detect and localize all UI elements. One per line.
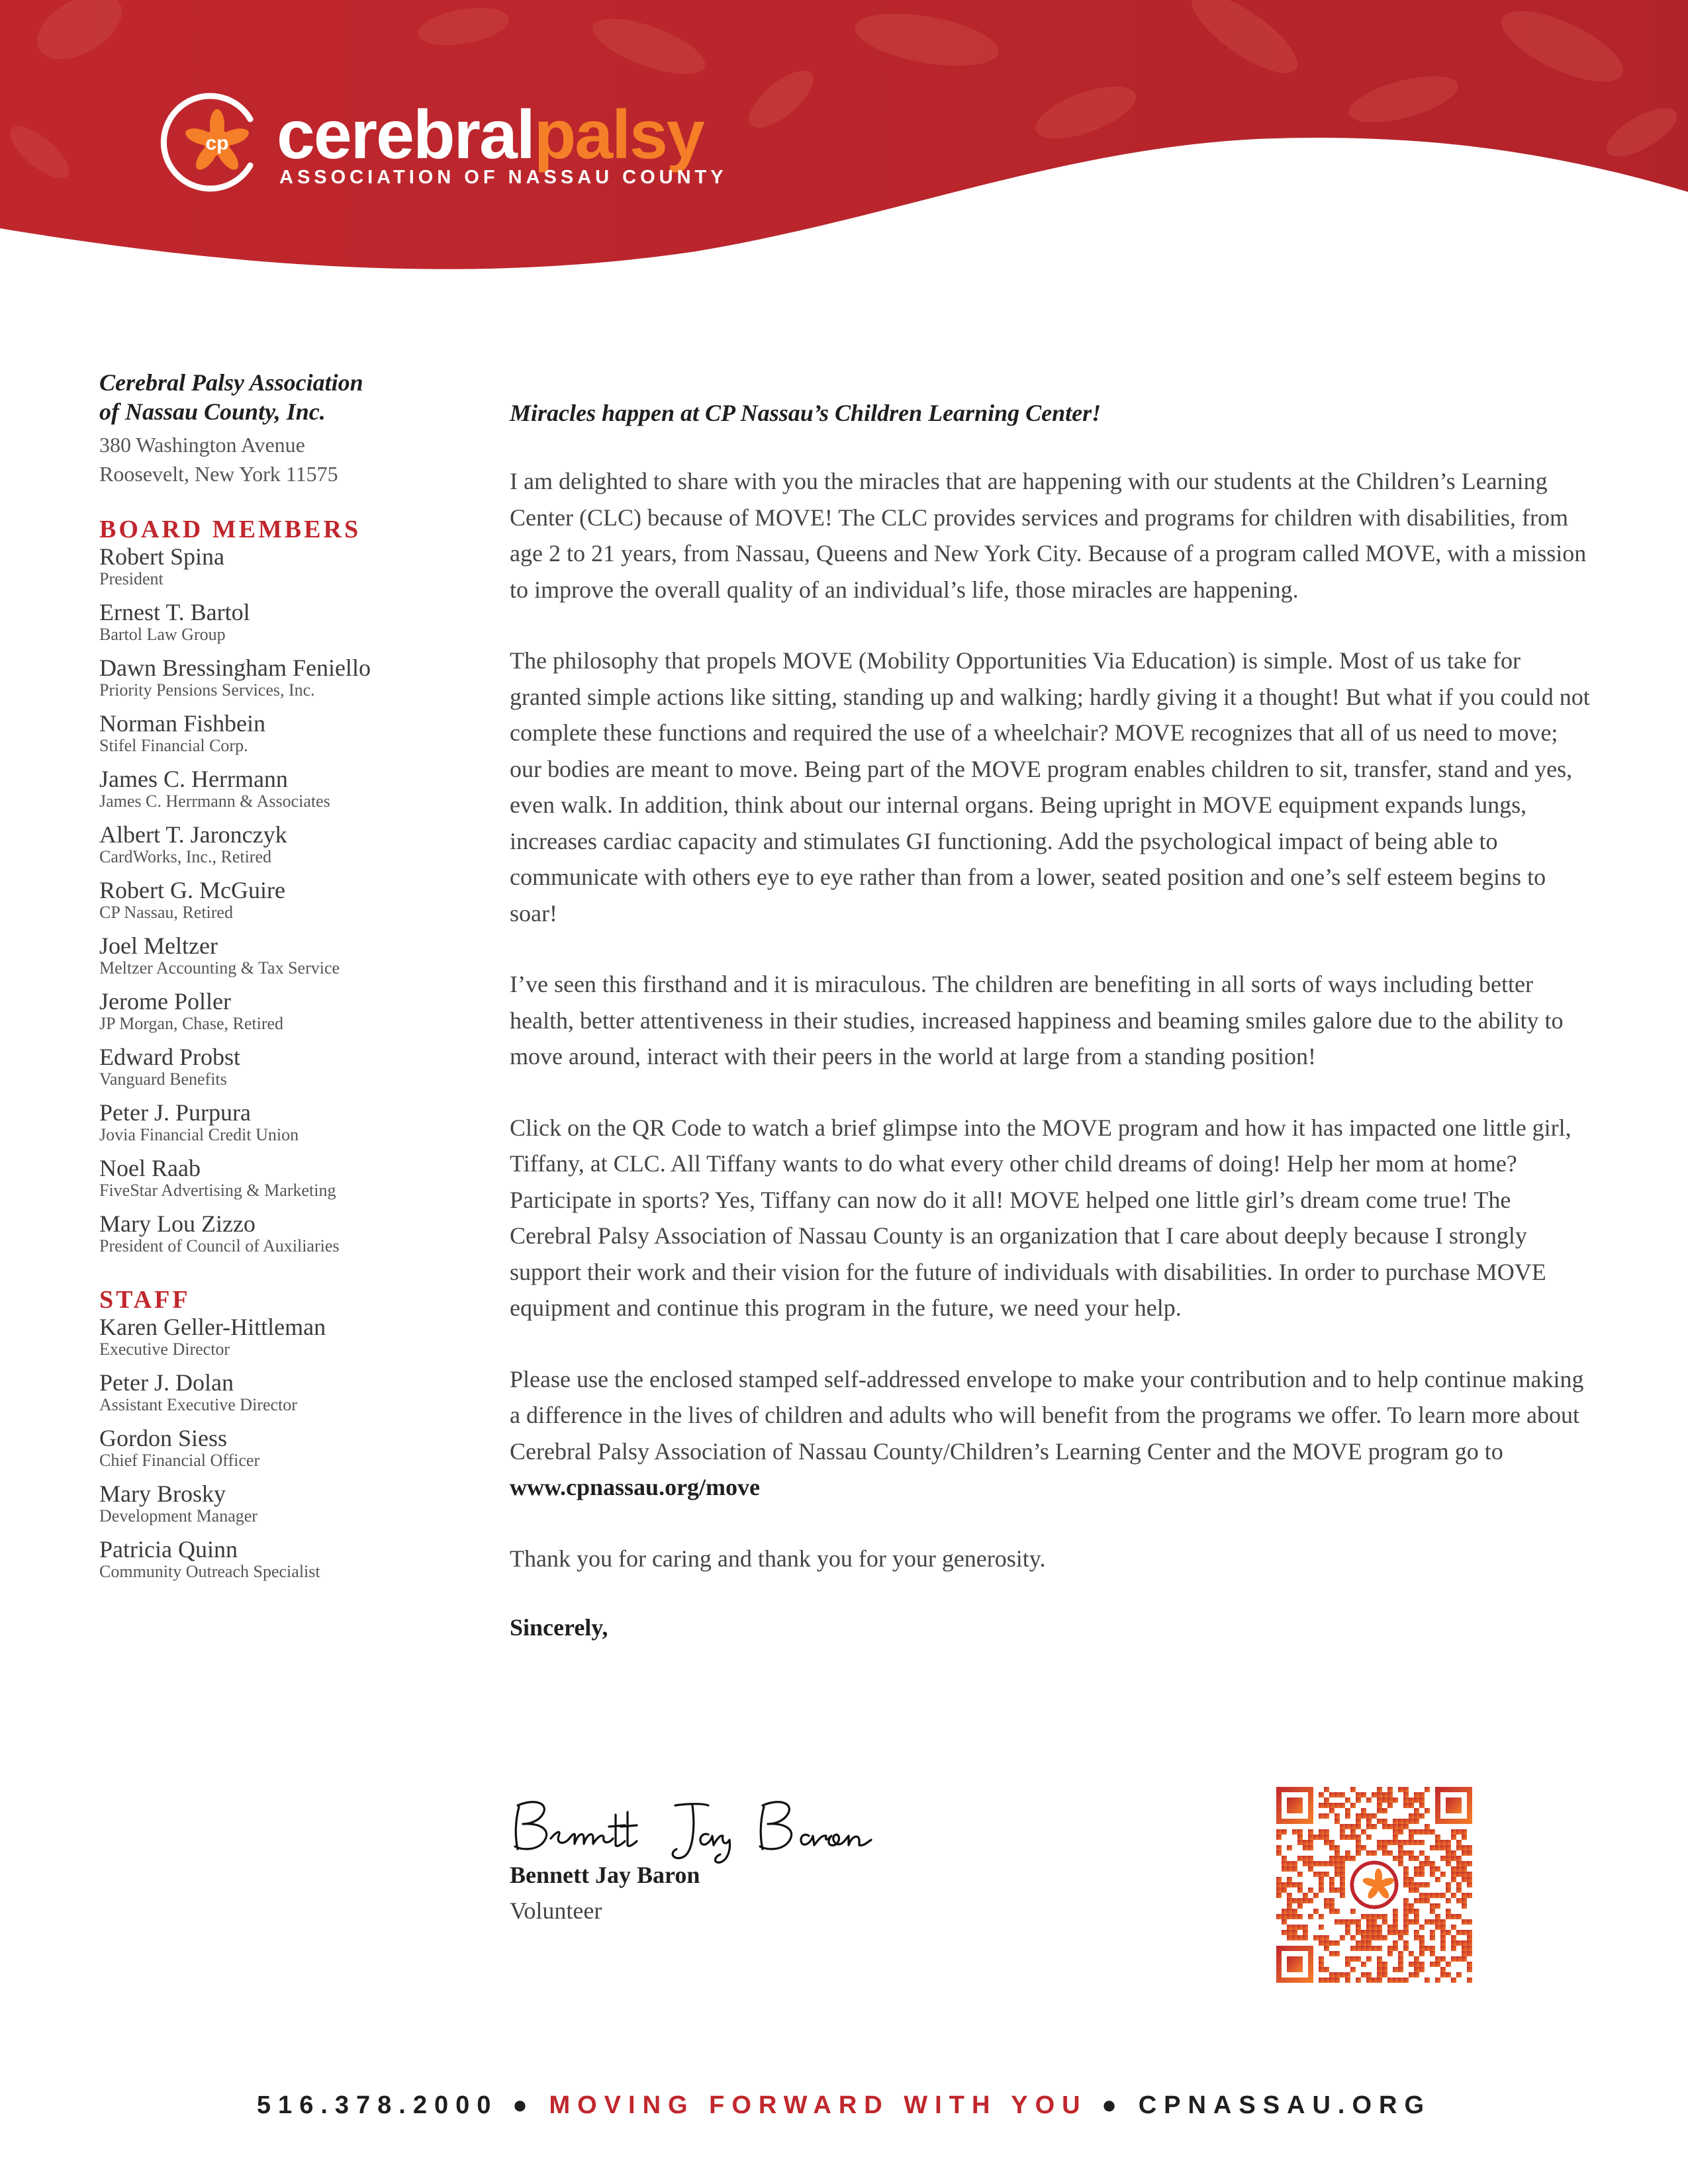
bullet-separator: ●	[512, 2091, 535, 2119]
member-role: James C. Herrmann & Associates	[99, 792, 330, 811]
board-member	[99, 933, 457, 978]
svg-text:cp: cp	[205, 132, 229, 154]
board-member	[99, 1211, 457, 1256]
member-name: Noel Raab	[99, 1155, 201, 1181]
member-name: Joel Meltzer	[99, 933, 218, 959]
board-member	[99, 1100, 457, 1145]
address-line1: 380 Washington Avenue	[99, 433, 305, 457]
member-role: President	[99, 569, 164, 588]
staff-member	[99, 1537, 457, 1582]
member-name: Ernest T. Bartol	[99, 599, 250, 625]
signer-name: Bennett Jay Baron	[510, 1862, 700, 1888]
footer-tagline: MOVING FORWARD WITH YOU	[549, 2091, 1088, 2119]
logo-subtitle: ASSOCIATION OF NASSAU COUNTY	[279, 167, 727, 188]
member-name: Edward Probst	[99, 1044, 240, 1070]
member-role: Stifel Financial Corp.	[99, 736, 248, 755]
staff-heading: STAFF	[99, 1286, 191, 1314]
cp-logo-icon	[151, 93, 263, 192]
footer-contact-bar	[0, 2091, 1688, 2120]
staff-member	[99, 1426, 457, 1471]
member-name: Gordon Siess	[99, 1425, 228, 1451]
closing-salutation: Sincerely,	[510, 1614, 608, 1641]
board-member	[99, 766, 457, 811]
board-members-heading: BOARD MEMBERS	[99, 516, 361, 543]
member-name: Robert Spina	[99, 543, 224, 570]
board-member	[99, 655, 457, 700]
board-member	[99, 822, 457, 867]
staff-list	[99, 1314, 457, 1582]
member-name: Albert T. Jaronczyk	[99, 821, 287, 848]
board-list	[99, 544, 457, 1256]
paragraph-qr-code: Click on the QR Code to watch a brief glimpse into the MOVE program and how it has impacted one little girl, Tiffany, at CLC. All Tiffany wants to do what every other child dreams of doing! Help her mom at home? Participate in sports? Yes, Tiffany can now do it all! MOVE helped one little girl’s dream come true! The Cerebral Palsy Association of Nassau County is an organization that I care about deeply because I strongly support their work and their vision for the future of individuals with disabilities. In order to purchase MOVE equipment and continue this program in the future, we need your help.	[510, 1114, 1571, 1321]
paragraph-intro: I am delighted to share with you the miracles that are happening with our students at the Children’s Learning Center (CLC) because of MOVE! The CLC provides services and programs for children with disabilities, from age 2 to 21 years, from Nassau, Queens and New York City. Because of a program called MOVE, with a mission to improve the overall quality of an individual’s life, those miracles are happening.	[510, 468, 1587, 603]
member-role: Meltzer Accounting & Tax Service	[99, 958, 340, 978]
org-name-line2: of Nassau County, Inc.	[99, 398, 326, 425]
member-name: Robert G. McGuire	[99, 877, 285, 903]
board-member	[99, 989, 457, 1034]
member-role: Development Manager	[99, 1506, 258, 1525]
paragraph-contribution	[510, 1361, 1595, 1506]
member-role: President of Council of Auxiliaries	[99, 1236, 340, 1255]
member-role: Assistant Executive Director	[99, 1395, 297, 1414]
member-role: Bartol Law Group	[99, 625, 226, 644]
handwritten-signature	[510, 1786, 933, 1865]
staff-member	[99, 1370, 457, 1415]
member-role: FiveStar Advertising & Marketing	[99, 1181, 336, 1200]
member-role: Vanguard Benefits	[99, 1069, 227, 1089]
member-name: Patricia Quinn	[99, 1536, 238, 1563]
paragraph-firsthand: I’ve seen this firsthand and it is miraculous. The children are benefiting in all sorts of ways including better health, better attentiveness in their studies, increased happiness and beaming smiles galore due to the ability to move around, interact with their peers in the world at large from a standing position!	[510, 971, 1564, 1069]
footer-phone: 516.378.2000	[256, 2091, 498, 2119]
organization-logo	[151, 93, 727, 192]
member-role: CardWorks, Inc., Retired	[99, 847, 271, 866]
member-name: Dawn Bressingham Feniello	[99, 655, 371, 681]
member-name: James C. Herrmann	[99, 766, 288, 792]
sidebar	[99, 368, 457, 1592]
logo-word-cerebral: cerebral	[277, 97, 534, 173]
letter-headline: Miracles happen at CP Nassau’s Children Learning Center!	[510, 400, 1102, 426]
address-line2: Roosevelt, New York 11575	[99, 462, 338, 486]
member-role: Chief Financial Officer	[99, 1451, 260, 1470]
member-role: Priority Pensions Services, Inc.	[99, 680, 315, 700]
board-member	[99, 1044, 457, 1089]
member-name: Mary Lou Zizzo	[99, 1210, 256, 1237]
signer-block	[510, 1857, 700, 1929]
board-member	[99, 1156, 457, 1201]
logo-wordmark	[277, 97, 704, 173]
contribution-text: Please use the enclosed stamped self-addressed envelope to make your contribution and to help continue making a difference in the lives of children and adults who will benefit from the programs we offer. To learn more about Cerebral Palsy Association of Nassau County/Children’s Learning Center and the MOVE program go to	[510, 1365, 1584, 1465]
member-role: Community Outreach Specialist	[99, 1562, 320, 1581]
signer-title: Volunteer	[510, 1897, 602, 1924]
member-role: JP Morgan, Chase, Retired	[99, 1014, 284, 1033]
board-member	[99, 711, 457, 756]
paragraph-thanks: Thank you for caring and thank you for your generosity.	[510, 1545, 1046, 1572]
member-name: Peter J. Purpura	[99, 1099, 251, 1126]
member-name: Jerome Poller	[99, 988, 231, 1015]
board-member	[99, 600, 457, 645]
member-name: Mary Brosky	[99, 1480, 226, 1507]
org-name-line1: Cerebral Palsy Association	[99, 369, 363, 396]
move-website-link[interactable]: www.cpnassau.org/move	[510, 1474, 761, 1500]
paragraph-philosophy: The philosophy that propels MOVE (Mobility Opportunities Via Education) is simple. Most of us take for granted simple actions like sitting, standing up and walking; hardly giving it a thought! But what if you could not complete these functions and required the use of a wheelchair? MOVE recognizes that all of us need to move; our bodies are meant to move. Being part of the MOVE program enables children to sit, transfer, stand and yes, even walk. In addition, think about our internal organs. Being upright in MOVE equipment expands lungs, increases cardiac capacity and stimulates GI functioning. Add the psychological impact of being able to communicate with others eye to eye rather than from a lower, seated position and one’s self esteem begins to soar!	[510, 647, 1590, 927]
logo-word-palsy: palsy	[534, 97, 704, 173]
member-name: Peter J. Dolan	[99, 1369, 234, 1396]
member-role: Jovia Financial Credit Union	[99, 1125, 299, 1144]
member-role: CP Nassau, Retired	[99, 903, 233, 922]
member-role: Executive Director	[99, 1340, 230, 1359]
staff-member	[99, 1481, 457, 1526]
footer-website: CPNASSAU.ORG	[1138, 2091, 1432, 2119]
member-name: Norman Fishbein	[99, 710, 265, 737]
bullet-separator: ●	[1102, 2091, 1125, 2119]
board-member	[99, 544, 457, 589]
staff-member	[99, 1314, 457, 1359]
qr-code[interactable]	[1276, 1787, 1472, 1983]
board-member	[99, 878, 457, 923]
letter-body	[510, 397, 1595, 1643]
member-name: Karen Geller-Hittleman	[99, 1314, 326, 1340]
